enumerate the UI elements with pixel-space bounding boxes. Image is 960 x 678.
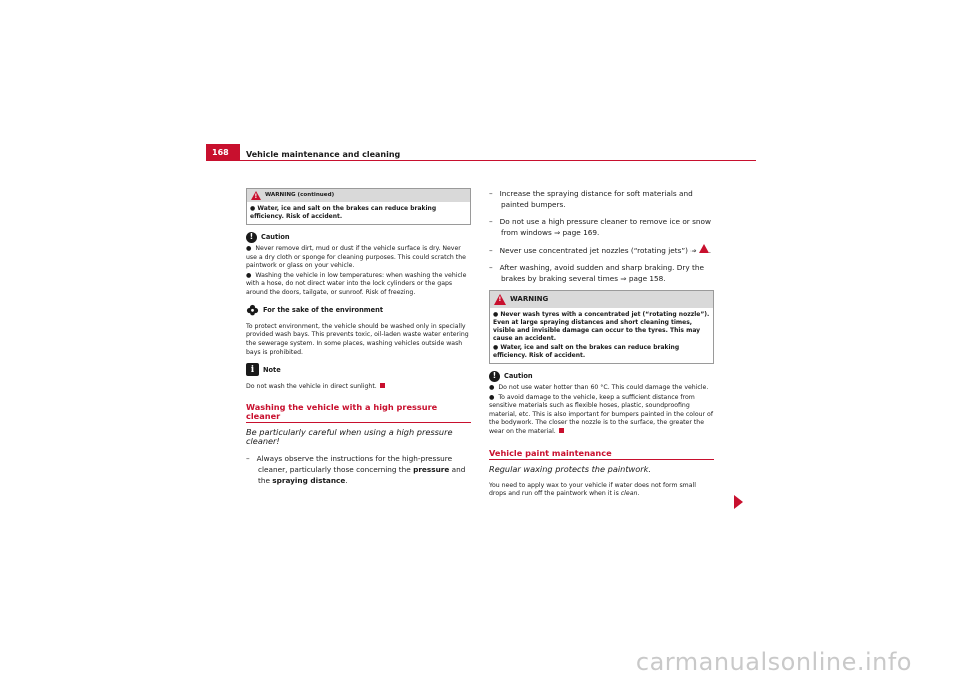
paint-text: You need to apply wax to your vehicle if water does not form small drops and run off the paintwork when it is clean.: [489, 481, 696, 498]
caution-block: [246, 232, 471, 298]
page-header-title: Vehicle maintenance and cleaning: [246, 150, 401, 159]
warning-triangle-icon: [494, 294, 506, 305]
environment-text: To protect environment, the vehicle should be washed only in specially provided wash bays. This prevents toxic, oil-laden waste water entering the sewerage system. In some places, washing vehicles outside wash bays is prohibited.: [246, 322, 469, 356]
section-subtitle-high-pressure: Be particularly careful when using a high pressure cleaner!: [246, 427, 453, 446]
warning-body: [490, 308, 713, 363]
warning-box: [489, 290, 714, 364]
section-subtitle-paint: Regular waxing protects the paintwork.: [489, 464, 651, 475]
continue-arrow-icon: [734, 495, 743, 509]
caution-title: Caution: [261, 233, 290, 242]
end-marker: [380, 383, 385, 388]
caution-header: [489, 371, 714, 382]
instruction-step: – Increase the spraying distance for soft materials and painted bumpers.: [489, 189, 693, 209]
note-header: [246, 363, 471, 376]
warning-triangle-icon: [251, 191, 261, 200]
warning-triangle-icon: [699, 244, 709, 253]
flower-icon: [246, 304, 259, 317]
environment-block: [246, 304, 471, 358]
caution-item: ● Do not use water hotter than 60 °C. This could damage the vehicle.: [489, 384, 709, 391]
warning-continued-body: ● Water, ice and salt on the brakes can reduce braking efficiency. Risk of accident.: [250, 205, 437, 220]
warning-continued-title: WARNING (continued): [265, 192, 335, 199]
caution-header: [246, 232, 471, 243]
exclamation-circle-icon: !: [489, 371, 500, 382]
warning-header: [490, 291, 713, 308]
end-marker: [559, 428, 564, 433]
info-icon: i: [246, 363, 259, 376]
note-text: Do not wash the vehicle in direct sunlight.: [246, 383, 471, 392]
exclamation-circle-icon: !: [246, 232, 257, 243]
caution-item: ● To avoid damage to the vehicle, keep a sufficient distance from sensitive materials such as flexible hoses, plastic, soundproofing material, etc. This is also important for bumpers painted in the colour of the bodywork. The closer the nozzle is to the surface, the greater the wear on the material.: [489, 393, 713, 435]
left-column: [246, 188, 471, 492]
caution-block-right: [489, 371, 714, 437]
note-title: Note: [263, 365, 281, 374]
warning-item: ● Never wash tyres with a concentrated jet (“rotating nozzle”). Even at large spraying distances and short cleaning times, visible and invisible damage can occur to the tyres. This may cause an accident.: [493, 311, 710, 342]
section-title-high-pressure: Washing the vehicle with a high pressure cleaner: [246, 403, 471, 423]
warning-continued-box: [246, 188, 471, 225]
instruction-step: – Always observe the instructions for the high-pressure cleaner, particularly those concerning the pressure and the spraying distance.: [246, 454, 466, 486]
warning-continued-header: [247, 189, 470, 202]
warning-item: ● Water, ice and salt on the brakes can reduce braking efficiency. Risk of accident.: [493, 344, 680, 359]
instruction-step: – Never use concentrated jet nozzles (“rotating jets”) ⇒ ! .: [489, 244, 714, 256]
header-divider: [206, 160, 756, 161]
environment-title: For the sake of the environment: [263, 305, 383, 314]
page-number: 168: [212, 148, 229, 157]
watermark: carmanualsonline.info: [635, 648, 912, 676]
instruction-step: – Do not use a high pressure cleaner to remove ice or snow from windows ⇒ page 169.: [489, 217, 711, 237]
instruction-step: – After washing, avoid sudden and sharp braking. Dry the brakes by braking several times ⇒ page 158.: [489, 263, 704, 283]
caution-item: ● Washing the vehicle in low temperatures: when washing the vehicle with a hose, do not direct water into the lock cylinders or the gaps around the doors, tailgate, or sunroof. Risk of freezing.: [246, 271, 467, 296]
warning-continued-item: Water, ice and salt on the brakes can reduce braking efficiency. Risk of accident.: [250, 205, 437, 220]
note-block: [246, 363, 471, 391]
right-column: [489, 188, 714, 505]
warning-title: WARNING: [510, 295, 549, 304]
environment-header: [246, 304, 471, 317]
caution-title: Caution: [504, 372, 533, 381]
section-title-paint: Vehicle paint maintenance: [489, 449, 714, 461]
caution-item: ● Never remove dirt, mud or dust if the vehicle surface is dry. Never use a dry cloth or sponge for cleaning purposes. This could scratch the paintwork or glass on your vehicle.: [246, 245, 466, 270]
